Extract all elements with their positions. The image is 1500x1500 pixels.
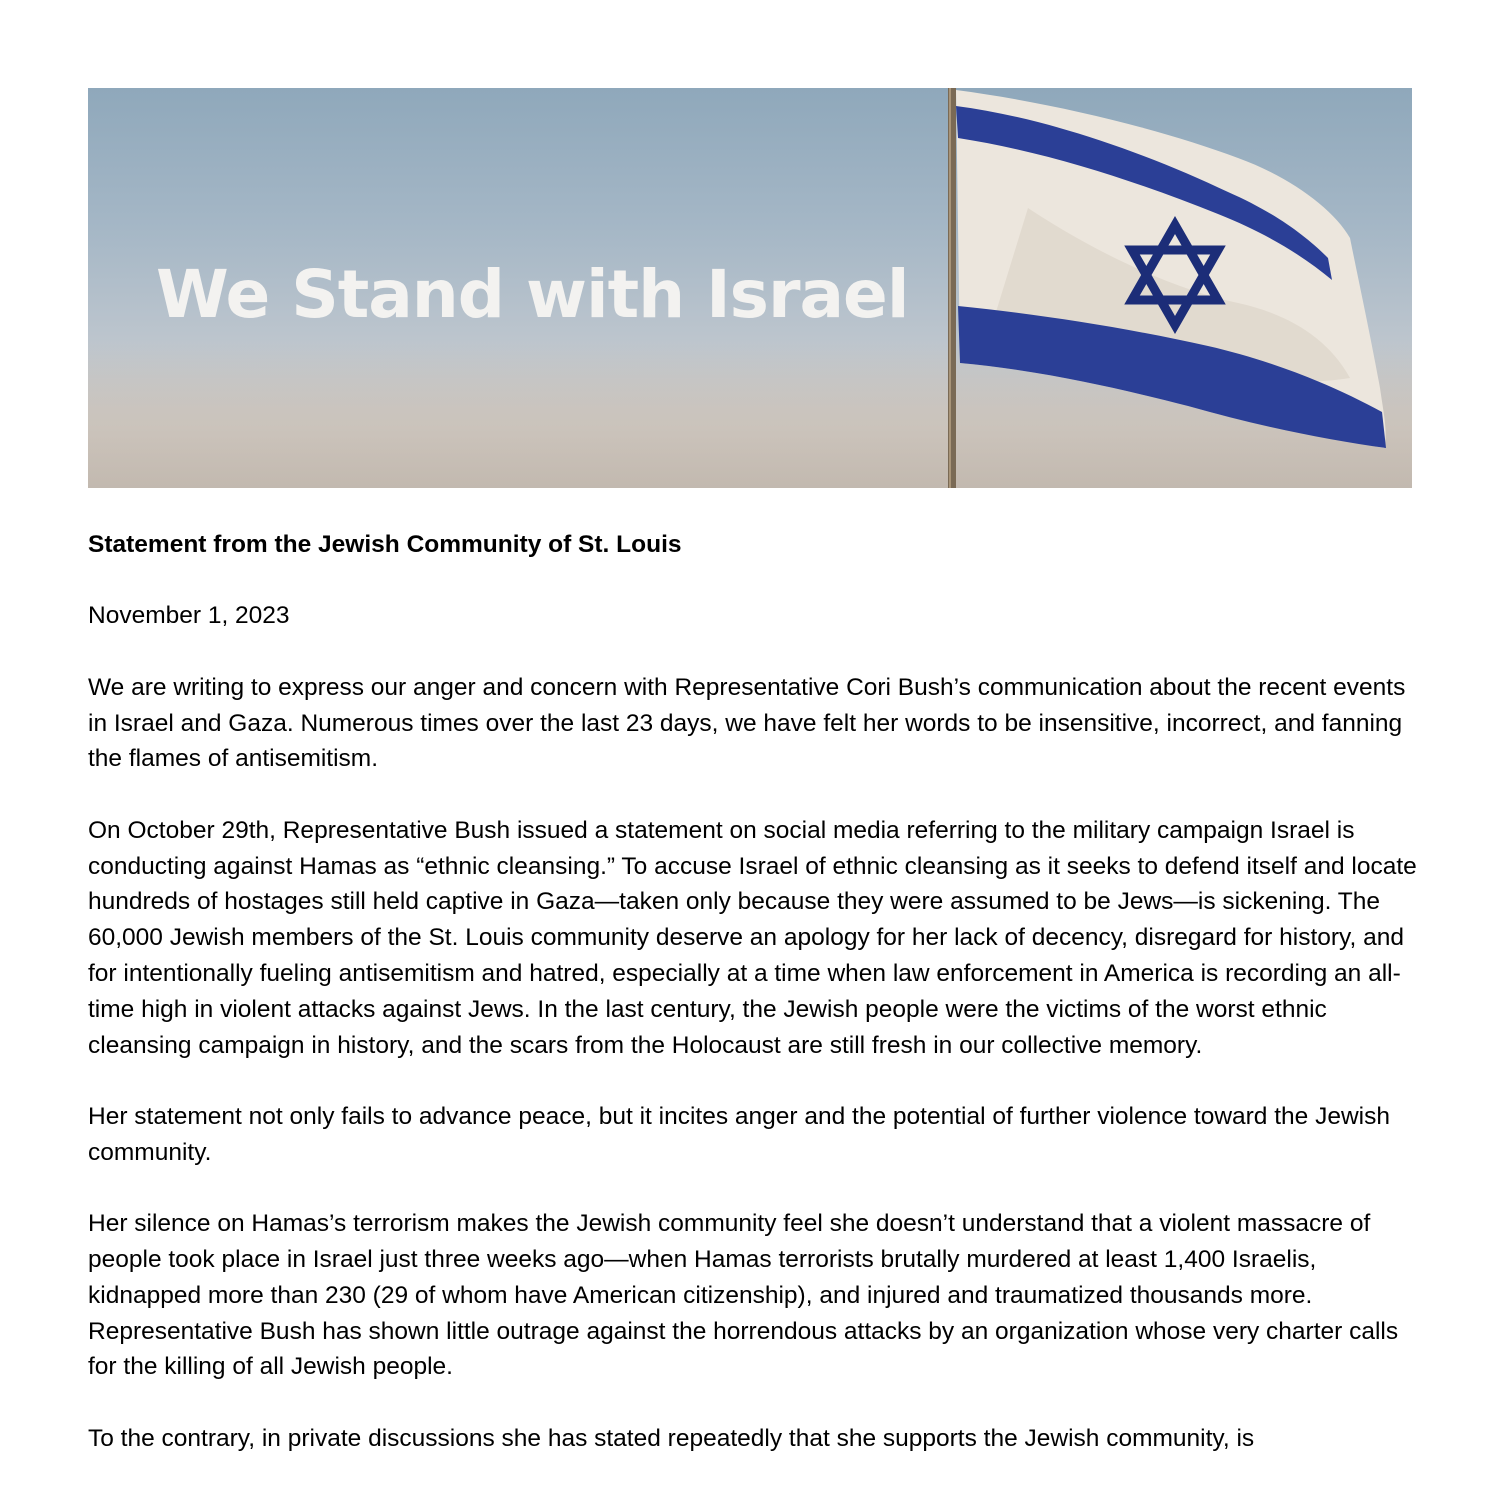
paragraph: Her statement not only fails to advance peace, but it incites anger and the potential of further violence toward the Jewish community. bbox=[88, 1102, 1390, 1166]
statement-heading: Statement from the Jewish Community of St. Louis bbox=[88, 531, 682, 558]
paragraph: To the contrary, in private discussions she has stated repeatedly that she supports the Jewish community, is bbox=[88, 1424, 1255, 1452]
statement-body bbox=[88, 527, 1418, 1492]
statement-date: November 1, 2023 bbox=[88, 602, 290, 630]
paragraph: On October 29th, Representative Bush issued a statement on social media referring to the military campaign Israel is conducting against Hamas as “ethnic cleansing.” To accuse Israel of ethnic cleansing as it seeks to defend itself and locate hundreds of hostages still held captive in Gaza—taken only because they were assumed to be Jews—is sickening. The 60,000 Jewish members of the St. Louis community deserve an apology for her lack of decency, disregard for history, and for intentionally fueling antisemitism and hatred, especially at a time when law enforcement in America is recording an all-time high in violent attacks against Jews. In the last century, the Jewish people were the victims of the worst ethnic cleansing campaign in history, and the scars from the Holocaust are still fresh in our collective memory. bbox=[88, 816, 1417, 1059]
flag-pole-highlight bbox=[949, 88, 951, 488]
banner-title: We Stand with Israel bbox=[156, 256, 909, 333]
paragraph: Her silence on Hamas’s terrorism makes the Jewish community feel she doesn’t understand that a violent massacre of people took place in Israel just three weeks ago—when Hamas terrorists brutally murdered at least 1,400 Israelis, kidnapped more than 230 (29 of whom have American citizenship), and injured and traumatized thousands more. Representative Bush has shown little outrage against the horrendous attacks by an organization whose very charter calls for the killing of all Jewish people. bbox=[88, 1210, 1399, 1381]
israel-flag-image bbox=[88, 88, 1412, 488]
paragraph: We are writing to express our anger and concern with Representative Cori Bush’s communication about the recent events in Israel and Gaza. Numerous times over the last 23 days, we have felt her words to be insensitive, incorrect, and fanning the flames of antisemitism. bbox=[88, 673, 1406, 773]
header-banner bbox=[88, 88, 1412, 488]
